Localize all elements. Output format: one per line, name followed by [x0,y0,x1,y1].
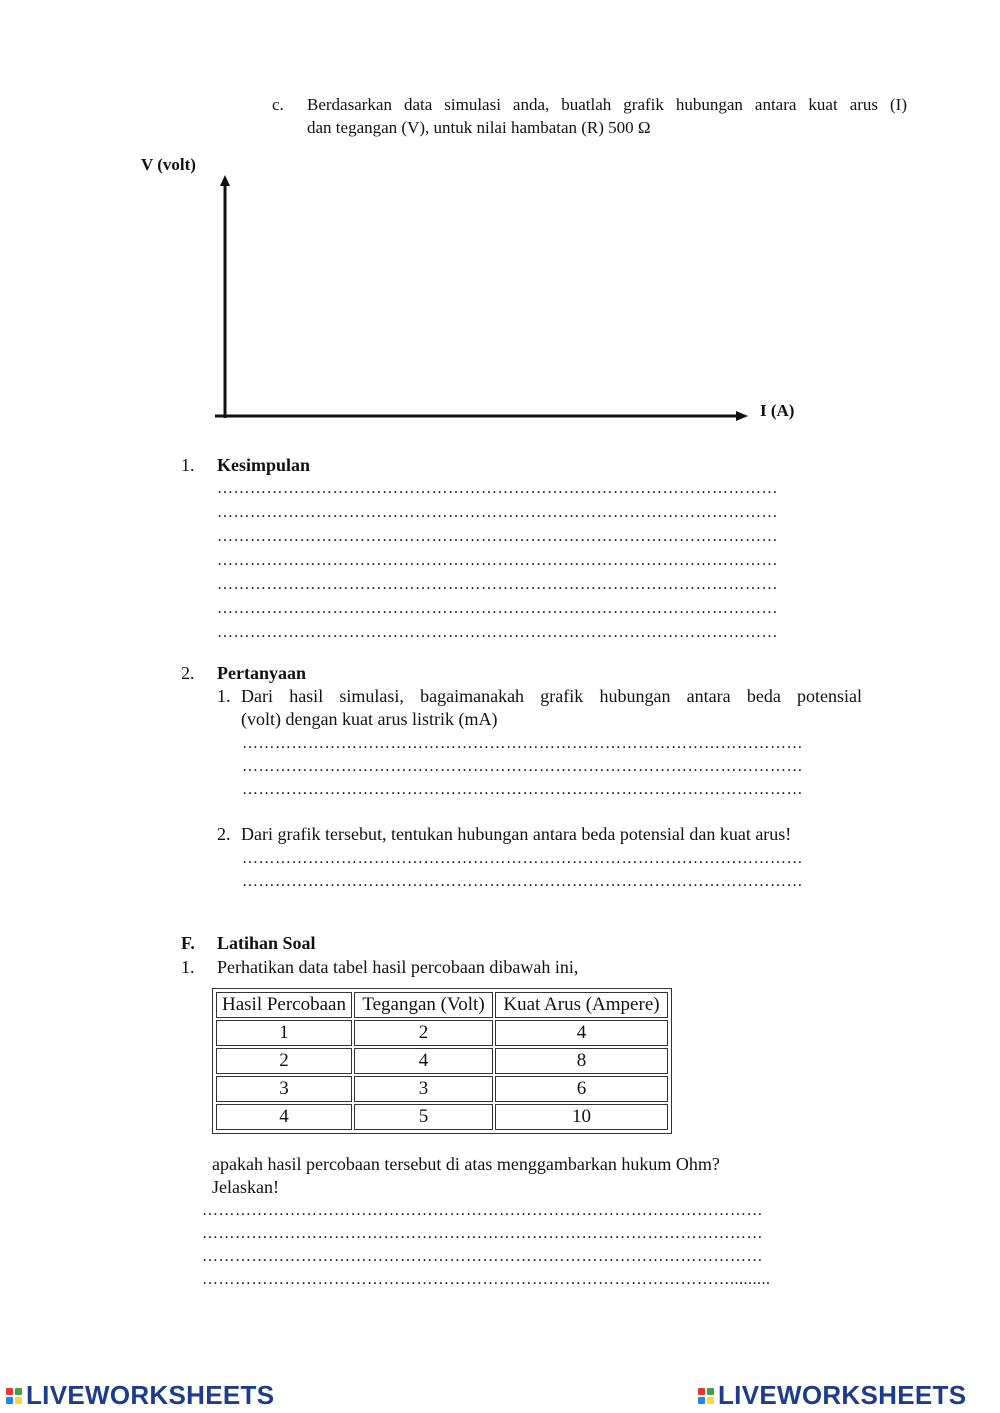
x-axis-arrow [736,411,748,421]
q1-number: 1. [217,686,231,706]
table-cell: 4 [495,1020,668,1046]
answer-line: ………………………………………………………………………………………… [217,624,778,641]
graph-x-label: I (A) [760,401,795,420]
graph-y-label: V (volt) [141,155,196,174]
answer-line: ………………………………………………………………………………………… [217,528,778,545]
liveworksheets-logo-right[interactable] [698,1380,966,1411]
table-cell: 3 [216,1076,352,1102]
section1-number: 1. [181,455,195,475]
table-header-cell: Kuat Arus (Ampere) [495,992,668,1018]
data-table [212,988,672,1134]
answer-line: ………………………………………………………………………………………… [242,735,803,752]
logo-block [15,1397,22,1404]
q2-number: 2. [217,824,231,844]
table-row [216,1076,668,1102]
table-header-row [216,992,668,1018]
logo-block [6,1388,13,1395]
answer-line: ………………………………………………………………………………………… [202,1202,763,1219]
table-row [216,1104,668,1130]
logo-text: LIVEWORKSHEETS [26,1380,275,1410]
logo-block [707,1388,714,1395]
section2-number: 2. [181,663,195,683]
sectionF-item-number: 1. [181,957,195,977]
answer-line: ………………………………………………………………………………………… [217,600,778,617]
sectionF-intro: Perhatikan data tabel hasil percobaan dibawah ini, [217,957,579,977]
table-cell: 3 [354,1076,493,1102]
answer-line: ………………………………………………………………………………………… [202,1225,763,1242]
table-cell: 2 [216,1048,352,1074]
logo-blocks-icon [698,1388,714,1404]
graph-axes [200,170,760,425]
q2-text: Dari grafik tersebut, tentukan hubungan antara beda potensial dan kuat arus! [241,824,792,844]
table-cell: 8 [495,1048,668,1074]
answer-line: ………………………………………………………………………………………… [217,504,778,521]
answer-line: ………………………………………………………………………………………… [217,576,778,593]
logo-block [15,1388,22,1395]
logo-block [698,1388,705,1395]
section2-title: Pertanyaan [217,663,306,683]
answer-line: ………………………………………………………………………………………… [242,850,803,867]
part-c-line1: Berdasarkan data simulasi anda, buatlah grafik hubungan antara kuat arus (I) [307,95,907,114]
answer-line: ………………………………………………………………………………………… [202,1248,763,1265]
sectionF-letter: F. [181,933,195,953]
table-header-cell: Tegangan (Volt) [354,992,493,1018]
table-cell: 4 [354,1048,493,1074]
q1-line2: (volt) dengan kuat arus listrik (mA) [241,709,498,729]
table-cell: 4 [216,1104,352,1130]
sectionF-title: Latihan Soal [217,933,316,953]
answer-line: ………………………………………………………………………………………… [242,781,803,798]
logo-block [6,1397,13,1404]
q1-line1: Dari hasil simulasi, bagaimanakah grafik hubungan antara beda potensial [241,686,862,706]
table-cell: 10 [495,1104,668,1130]
logo-block [707,1397,714,1404]
logo-blocks-icon [6,1388,22,1404]
section1-title: Kesimpulan [217,455,311,475]
table-cell: 1 [216,1020,352,1046]
liveworksheets-logo-left[interactable] [6,1380,274,1411]
kesimpulan-answer-lines[interactable] [217,480,862,640]
answer-line: ………………………………………………………………………………………… [217,552,778,569]
part-c-line2: dan tegangan (V), untuk nilai hambatan (R) 500 Ω [307,118,651,137]
sectionF-question-line2: Jelaskan! [212,1177,279,1197]
y-axis-arrow [220,175,230,186]
answer-line: ………………………………………………………………………………………… [242,873,803,890]
table-header-cell: Hasil Percobaan [216,992,352,1018]
answer-line: ……………………………………………………………………………………......... [202,1271,771,1288]
table-cell: 2 [354,1020,493,1046]
table-row [216,1020,668,1046]
part-c-marker: c. [272,95,284,114]
q1-answer-lines[interactable] [242,735,864,805]
logo-block [698,1397,705,1404]
table-cell: 5 [354,1104,493,1130]
table-row [216,1048,668,1074]
sectionF-question-line1: apakah hasil percobaan tersebut di atas menggambarkan hukum Ohm? [212,1154,720,1174]
sectionF-answer-lines[interactable] [202,1202,906,1294]
logo-text: LIVEWORKSHEETS [718,1380,967,1410]
answer-line: ………………………………………………………………………………………… [242,758,803,775]
q2-answer-lines[interactable] [242,850,864,896]
table-cell: 6 [495,1076,668,1102]
answer-line: ………………………………………………………………………………………… [217,480,778,497]
